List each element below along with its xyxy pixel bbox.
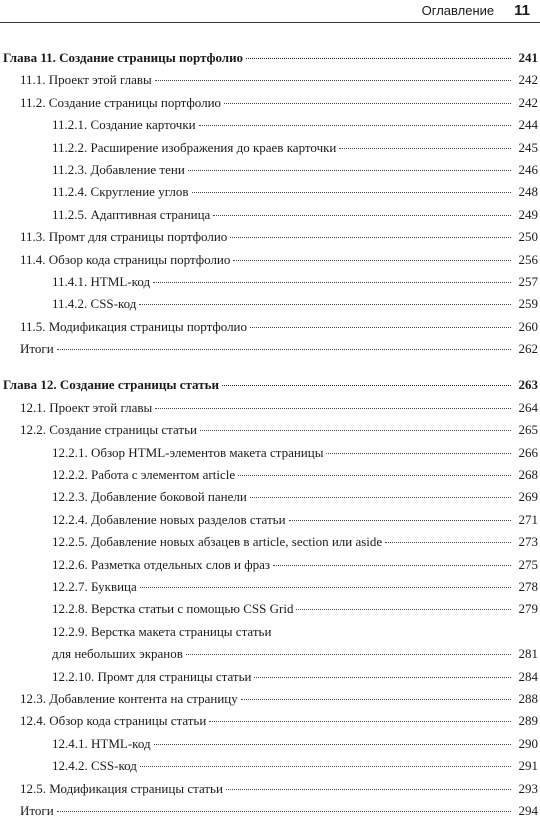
toc-entry-label: Итоги	[20, 341, 54, 357]
toc-entry-page: 290	[518, 735, 538, 751]
toc-entry-page: 249	[518, 206, 538, 222]
dot-leader	[140, 587, 511, 588]
toc-section-entry	[0, 69, 540, 91]
dot-leader	[222, 385, 511, 386]
toc-section-entry	[0, 419, 540, 441]
toc-section-entry	[0, 778, 540, 800]
dot-leader	[140, 766, 511, 767]
toc-entry-label: 11.4.1. HTML-код	[52, 273, 151, 289]
dot-leader	[226, 789, 511, 790]
toc-chapter-heading	[0, 374, 540, 396]
dot-leader	[139, 304, 511, 305]
toc-subsection-entry	[0, 114, 540, 136]
dot-leader	[339, 148, 511, 149]
toc-subsection-entry	[0, 293, 540, 315]
toc-subsection-entry	[0, 755, 540, 777]
dot-leader	[199, 125, 511, 126]
dot-leader	[224, 103, 511, 104]
running-header	[422, 0, 530, 20]
dot-leader	[296, 609, 511, 610]
toc-entry-label: 11.2.3. Добавление тени	[52, 161, 185, 177]
toc-entry-page: 273	[518, 534, 538, 550]
toc-entry-page: 241	[518, 50, 538, 65]
toc-section-entry	[0, 800, 540, 822]
dot-leader	[200, 430, 511, 431]
toc-subsection-entry	[0, 181, 540, 203]
toc-entry-page: 265	[518, 422, 538, 438]
toc-entry-page: 257	[518, 273, 538, 289]
toc-subsection-entry	[0, 486, 540, 508]
toc-section-entry	[0, 92, 540, 114]
toc-subsection-entry	[0, 576, 540, 598]
toc-entry-label: 12.4.1. HTML-код	[52, 735, 151, 751]
toc-entry-label: 11.2.1. Создание карточки	[52, 117, 196, 133]
toc-subsection-entry	[0, 204, 540, 226]
toc-entry-page: 275	[518, 556, 538, 572]
toc-entry-page: 260	[518, 318, 538, 334]
dot-leader	[186, 654, 511, 655]
toc-entry-label: Глава 11. Создание страницы портфолио	[3, 50, 244, 65]
toc-entry-page: 264	[518, 399, 538, 415]
dot-leader	[246, 58, 511, 59]
toc-entry-label: 12.2.7. Буквица	[52, 578, 137, 594]
dot-leader	[326, 453, 511, 454]
toc-subsection-entry	[0, 666, 540, 688]
toc-entry-label: 12.1. Проект этой главы	[20, 399, 153, 415]
toc-subsection-entry	[0, 733, 540, 755]
toc-entry-page: 262	[518, 341, 538, 357]
toc-entry-label: 12.4.2. CSS-код	[52, 758, 137, 774]
dot-leader	[241, 699, 511, 700]
toc-entry-page: 291	[518, 758, 538, 774]
toc-entry-page: 279	[518, 601, 538, 617]
dot-leader	[155, 408, 511, 409]
toc-entry-label: 11.1. Проект этой главы	[20, 72, 152, 88]
toc-entry-label: Итоги	[20, 802, 54, 818]
toc-entry-page: 256	[518, 251, 538, 267]
toc-subsection-entry	[0, 442, 540, 464]
toc-entry-page: 266	[518, 444, 538, 460]
toc-entry-label: 12.2.5. Добавление новых абзацев в article, section или aside	[52, 534, 383, 550]
toc-entry-label: 12.2.3. Добавление боковой панели	[52, 489, 247, 505]
toc-entry-page: 269	[518, 489, 538, 505]
toc-entry-page: 250	[518, 229, 538, 245]
page-number: 11	[514, 1, 530, 19]
toc-subsection-entry	[0, 271, 540, 293]
dot-leader	[385, 542, 511, 543]
toc-section-entry	[0, 688, 540, 710]
toc-entry-label-continued: для небольших экранов	[52, 646, 183, 662]
toc-chapter	[0, 374, 540, 822]
dot-leader	[230, 237, 511, 238]
dot-leader	[254, 677, 511, 678]
toc-entry-page: 248	[518, 184, 538, 200]
toc-subsection-entry	[0, 137, 540, 159]
toc-entry-label: 12.5. Модификация страницы статьи	[20, 780, 223, 796]
toc-section-entry	[0, 316, 540, 338]
toc-subsection-entry	[0, 598, 540, 620]
toc-entry-label: 12.2.1. Обзор HTML-элементов макета страницы	[52, 444, 324, 460]
toc-entry-label: 12.3. Добавление контента на страницу	[20, 690, 238, 706]
toc-entry-label: 12.2.9. Верстка макета страницы статьи	[52, 623, 272, 639]
toc-section-entry	[0, 338, 540, 360]
dot-leader	[57, 349, 511, 350]
dot-leader	[233, 260, 511, 261]
toc-entry-page: 294	[518, 802, 538, 818]
dot-leader	[192, 192, 512, 193]
toc-subsection-entry	[0, 621, 540, 666]
toc-section-entry	[0, 249, 540, 271]
toc-entry-page: 263	[518, 377, 538, 393]
toc-entry-label: 12.2.6. Разметка отдельных слов и фраз	[52, 556, 271, 572]
toc-entry-label: Глава 12. Создание страницы статьи	[3, 377, 219, 393]
toc-entry-label: 11.2.5. Адаптивная страница	[52, 206, 211, 222]
dot-leader	[273, 565, 511, 566]
toc-entry-label: 11.2. Создание страницы портфолио	[20, 94, 222, 110]
toc-entry-page: 293	[518, 780, 538, 796]
dot-leader	[238, 475, 511, 476]
running-header-title: Оглавление	[421, 2, 495, 18]
toc-entry-page: 281	[518, 646, 538, 662]
toc-section-entry	[0, 397, 540, 419]
toc-entry-label: 12.4. Обзор кода страницы статьи	[20, 713, 207, 729]
toc-chapter-heading	[0, 47, 540, 69]
toc-entry-page: 246	[518, 161, 538, 177]
toc-entry-label: 12.2.10. Промт для страницы статьи	[52, 668, 252, 684]
toc-entry-label: 11.2.2. Расширение изображения до краев карточки	[52, 139, 337, 155]
toc-entry-label: 12.2.4. Добавление новых разделов статьи	[52, 511, 286, 527]
toc-entry-page: 284	[518, 668, 538, 684]
toc-entry-label: 11.2.4. Скругление углов	[52, 184, 189, 200]
toc-entry-page: 259	[518, 296, 538, 312]
toc-section-entry	[0, 226, 540, 248]
dot-leader	[188, 170, 511, 171]
toc-entry-page: 271	[518, 511, 538, 527]
dot-leader	[213, 215, 511, 216]
toc-entry-page: 244	[518, 117, 538, 133]
toc-entry-page: 288	[518, 690, 538, 706]
toc-subsection-entry	[0, 464, 540, 486]
toc-entry-label: 11.3. Промт для страницы портфолио	[20, 229, 228, 245]
toc-entry-label: 12.2. Создание страницы статьи	[20, 422, 197, 438]
toc-subsection-entry	[0, 531, 540, 553]
dot-leader	[154, 744, 511, 745]
toc-entry-page: 242	[518, 94, 538, 110]
dot-leader	[209, 721, 511, 722]
toc-entry-page: 242	[518, 72, 538, 88]
header-rule	[0, 22, 540, 23]
toc-subsection-entry	[0, 159, 540, 181]
dot-leader	[153, 282, 511, 283]
toc-entry-label: 12.2.8. Верстка статьи с помощью CSS Grid	[52, 601, 294, 617]
toc-entry-label: 11.4.2. CSS-код	[52, 296, 137, 312]
toc-section-entry	[0, 710, 540, 732]
toc-subsection-entry	[0, 509, 540, 531]
dot-leader	[289, 520, 511, 521]
toc-entry-page: 245	[518, 139, 538, 155]
toc-subsection-entry	[0, 554, 540, 576]
toc-entry-label: 12.2.2. Работа с элементом article	[52, 467, 236, 483]
toc-entry-page: 278	[518, 578, 538, 594]
dot-leader	[250, 497, 511, 498]
dot-leader	[250, 327, 511, 328]
dot-leader	[57, 811, 511, 812]
toc-chapter	[0, 47, 540, 360]
toc-entry-page: 289	[518, 713, 538, 729]
dot-leader	[155, 80, 511, 81]
table-of-contents	[0, 47, 540, 836]
toc-entry-page: 268	[518, 467, 538, 483]
toc-entry-label: 11.4. Обзор кода страницы портфолио	[20, 251, 231, 267]
toc-entry-label: 11.5. Модификация страницы портфолио	[20, 318, 248, 334]
